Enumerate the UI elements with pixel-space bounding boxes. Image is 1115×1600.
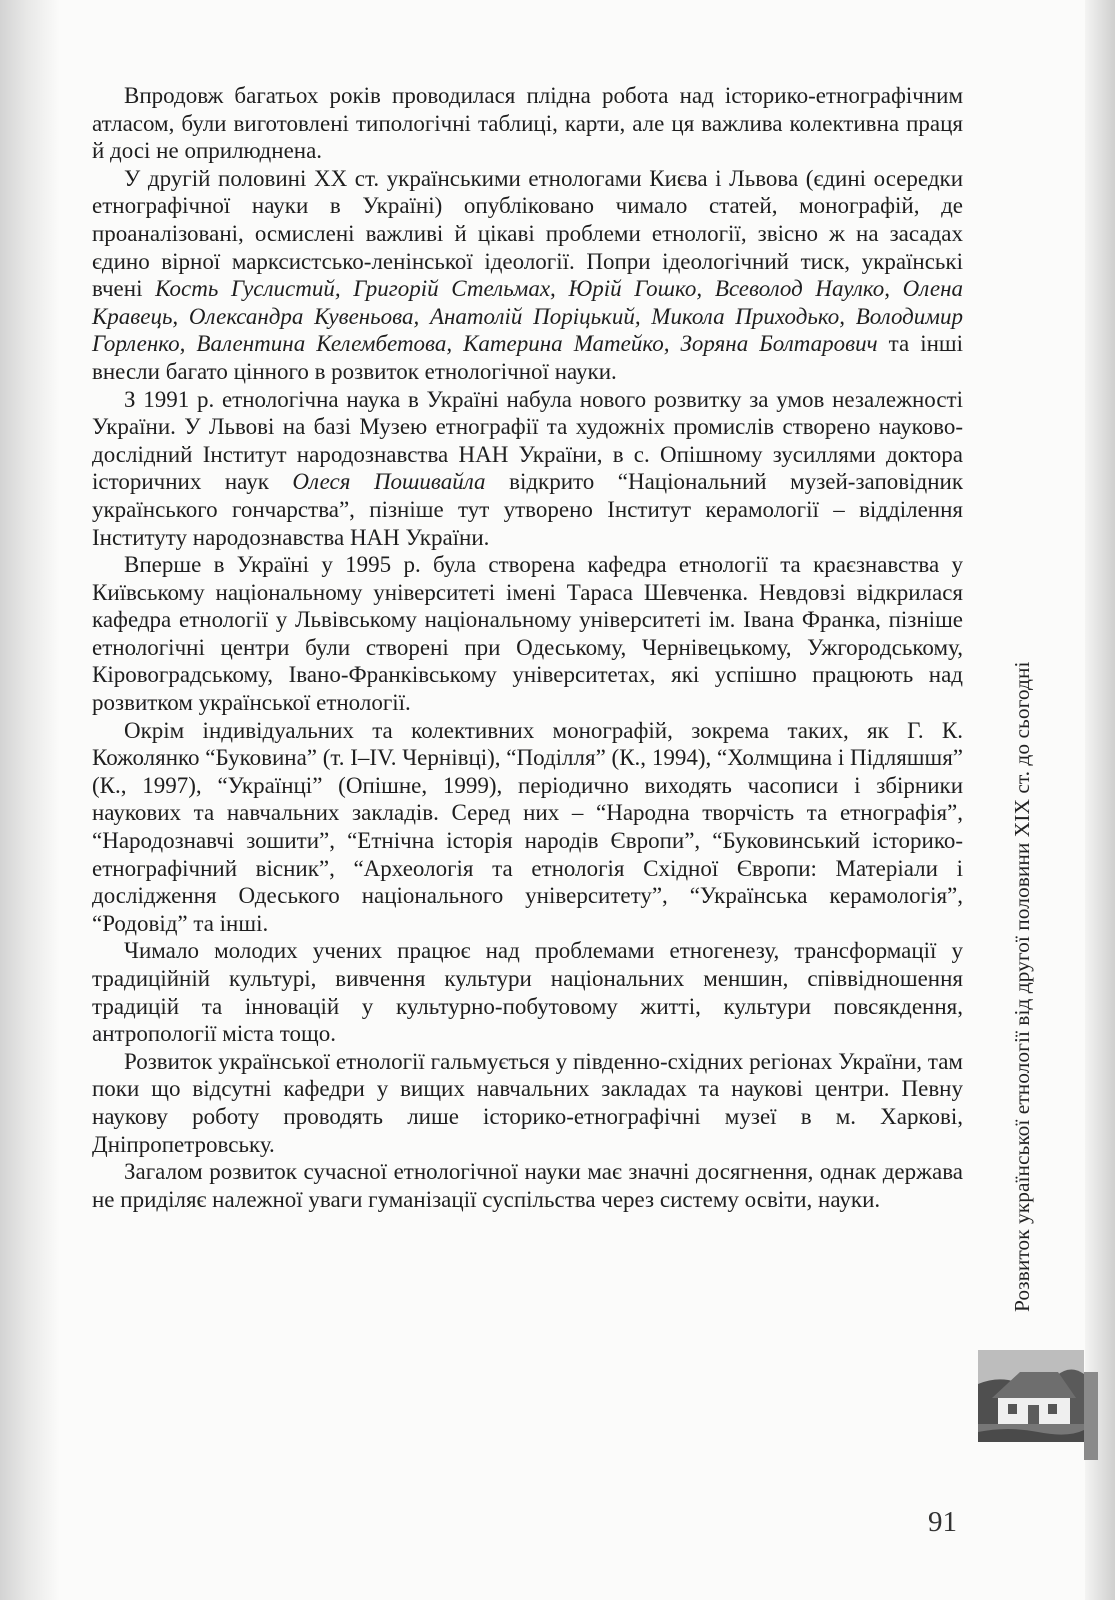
page-edge-shadow [1085,0,1115,1600]
side-marker-strip [1084,1372,1098,1460]
paragraph-2: У другій половині ХХ ст. українськими етнологами Києва і Львова (єдині осередки етнографічної науки в Україні) опубліковано чимало статей, монографій, де проаналізовані, осмислені важливі й цікаві проблеми етнології, звісно ж на засадах єдино вірної марксистсько-ленінської ідеології. Попри ідеологічний тиск, українські вчені Кость Гуслистий, Григорій Стельмах, Юрій Гошко, Всеволод Наулко, Олена Кравець, Олександра Кувеньова, Анатолій Поріцький, Микола Приходько, Володимир Горленко, Валентина Келембетова, Катерина Матейко, Зоряна Болтарович та інші внесли багато цінного в розвиток етнологічної науки. [92,165,963,384]
running-side-title: Розвиток української етнології від другої половини XIX ст. до сьогодні [1010,661,1034,1312]
paragraph-5: Окрім індивідуальних та колективних монографій, зокрема таких, як Г. К. Кожолянко “Буковина” (т. І–ІV. Чернівці), “Поділля” (К., 1994), “Холмщина і Підляшшя” (К., 1997), “Українці” (Опішне, 1999), періодично виходять часописи і збірники наукових та навчальних закладів. Серед них – “Народна творчість та етнографія”, “Народознавчі зошити”, “Етнічна історія народів Європи”, “Буковинський історико-етнографічний вісник”, “Археологія та етнологія Східної Європи: Матеріали і дослідження Одеського національного університету”, “Українська керамологія”, “Родовід” та інші. [92,717,963,936]
paragraph-6: Чимало молодих учених працює над проблемами етногенезу, трансформації у традиційній культурі, вивчення культури національних меншин, співвідношення традицій та інновацій у культурно-побутовому житті, культури повсякдення, антропології міста тощо. [92,938,963,1047]
page-gutter-shadow [0,0,60,1600]
paragraph-4: Вперше в Україні у 1995 р. була створена кафедра етнології та краєзнавства у Київському національному університеті імені Тараса Шевченка. Невдовзі відкрилася кафедра етнології у Львівському національному університеті ім. Івана Франка, пізніше етнологічні центри були створені при Одеському, Чернівецькому, Ужгородському, Кіровоградському, Івано-Франківському університетах, які успішно працюють над розвитком української етнології. [92,552,963,716]
paragraph-8: Загалом розвиток сучасної етнологічної науки має значні досягнення, однак держава не приділяє належної уваги гуманізації суспільства через систему освіти, науки. [92,1159,963,1212]
paragraph-3: З 1991 р. етнологічна наука в Україні набула нового розвитку за умов незалежності України. У Львові на базі Музею етнографії та художніх промислів створено науково-дослідний Інститут народознавства НАН України, в с. Опішному зусиллями доктора історичних наук Олеся Пошивайла відкрито “Національний музей-заповідник українського гончарства”, пізніше тут утворено Інститут керамології – відділення Інституту народознавства НАН України. [92,386,963,550]
body-text [92,82,963,1213]
village-house-icon [978,1350,1084,1442]
paragraph-1: Впродовж багатьох років проводилася плідна робота над історико-етнографічним атласом, були виготовлені типологічні таблиці, карти, але ця важлива колективна праця й досі не оприлюднена. [92,83,963,164]
scholar-name: Олеся Пошивайла [292,469,486,495]
scholar-names: Кость Гуслистий, Григорій Стельмах, Юрій Гошко, Всеволод Наулко, Олена Кравець, Олександра Кувеньова, Анатолій Поріцький, Микола Приходько, Володимир Горленко, Валентина Келембетова, Катерина Матейко, Зоряна Болтарович [92,276,963,357]
page-number: 91 [928,1506,957,1538]
paragraph-7: Розвиток української етнології гальмується у південно-східних регіонах України, там поки що відсутні кафедри у вищих навчальних закладах та наукові центри. Певну наукову роботу проводять лише історико-етнографічні музеї в м. Харкові, Дніпропетровську. [92,1048,963,1157]
